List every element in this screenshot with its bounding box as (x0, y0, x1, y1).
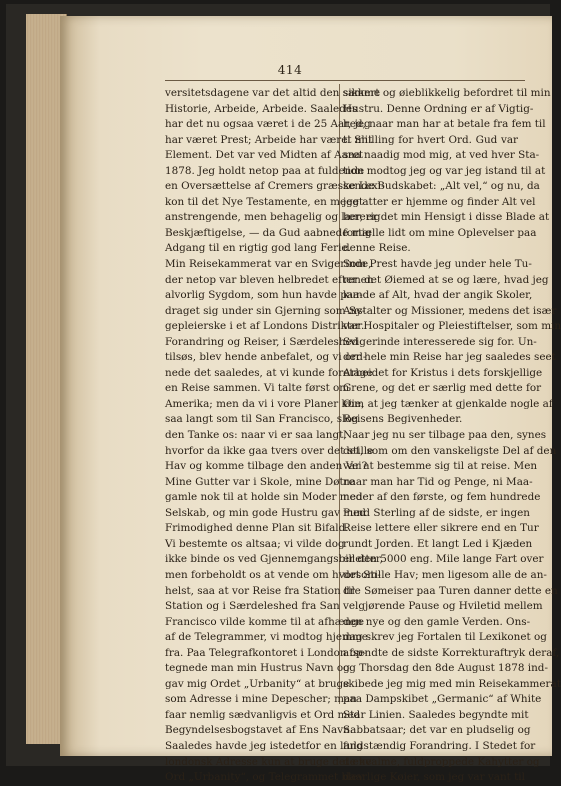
text-line: anstrengende, men behagelig og lærerig (165, 211, 381, 224)
text-line: Station og i Særdeleshed fra San (165, 600, 340, 613)
text-line: nede det saaledes, at vi kunde foretage (165, 366, 373, 379)
text-line: saa naadig mod mig, at ved hver Sta- (343, 149, 540, 162)
text-line: Mine Gutter var i Skole, mine Døtre (165, 475, 355, 488)
text-line: Selskab, og min gode Hustru gav med (165, 506, 366, 519)
text-line: Reisens Begivenheder. (343, 413, 463, 426)
text-line: denne Reise. (343, 242, 411, 255)
text-line: de kvalme, fuldproppede Kahytter og (343, 755, 540, 768)
text-line: her, er det min Hensigt i disse Blade at (343, 211, 550, 224)
text-line: Grene, og det er særlig med dette for (343, 382, 542, 395)
text-line: Adgang til en rigtig god lang Ferie. (165, 242, 351, 255)
text-line: Star Linien. Saaledes begyndte mit (343, 708, 529, 721)
text-line: tion modtog jeg og var jeg istand til at (343, 164, 546, 177)
text-line: fortælle lidt om mine Oplevelser paa (343, 226, 537, 239)
text-line: der hele min Reise har jeg saaledes seet (343, 351, 556, 364)
text-line: Øie, at jeg tænker at gjenkalde nogle af (343, 397, 553, 410)
text-line: Element. Det var ved Midten af Aaret (165, 149, 364, 162)
text-line: Begyndelsesbogstavet af Ens Navn. (165, 724, 354, 737)
text-line: gepleierske i et af Londons Distrikter. (165, 320, 365, 333)
text-line: Sabbatsaar; det var en pludselig og (343, 724, 531, 737)
text-line: paa Dampskibet „Germanic“ af White (343, 693, 542, 706)
text-line: Min Reisekammerat var en Svigerinde, (165, 258, 372, 271)
text-line: den Tanke os: naar vi er saa langt, (165, 429, 347, 442)
text-line: det Stille Hav; men ligesom alle de an- (343, 568, 547, 581)
text-line: har været Prest; Arbeide har været mit (165, 133, 373, 146)
text-line: kunde af Alt, hvad der angik Skoler, (343, 289, 533, 302)
text-line: var at bestemme sig til at reise. Men (343, 460, 538, 473)
text-line: Saaledes havde jeg istedetfor en lang (165, 739, 363, 752)
text-line: versitetsdagene var det altid den samme (165, 87, 381, 99)
text-line: er den 5000 eng. Mile lange Fart over (343, 553, 544, 566)
text-line: dre Sømeiser paa Turen danner dette en (343, 584, 558, 597)
text-line: draget sig under sin Gjerning som Sy- (165, 304, 366, 317)
text-line: Frimodighed denne Plan sit Bifald. (165, 522, 349, 535)
text-line: gav mig Ordet „Urbanity“ at bruge (165, 677, 350, 690)
text-line: saa langt som til San Francisco, slog (165, 413, 359, 426)
text-line: helst, saa at vor Reise fra Station til (165, 584, 355, 597)
text-line: londonsk Adresse kun at bruge det ene (165, 755, 372, 768)
text-line: 1878. Jeg holdt netop paa at fuldende (165, 164, 365, 177)
text-line: tegnede man min Hustrus Navn og (165, 662, 350, 675)
text-line: det, som om den vanskeligste Del af den (343, 444, 557, 457)
text-line: der netop var bleven helbredet efter en (165, 273, 374, 286)
text-line: Naar jeg nu ser tilbage paa den, synes (343, 429, 547, 442)
text-line: ti Shilling for hvert Ord. Gud var (343, 133, 518, 146)
text-line: den nye og den gamle Verden. Ons- (343, 615, 531, 628)
text-line: Amerika; men da vi i vore Planer kom (165, 397, 364, 410)
text-line: Svigerinde interesserede sig for. Un- (343, 335, 537, 348)
text-line: Hustru. Denne Ordning er af Vigtig- (343, 102, 534, 115)
text-line: fuldstændig Forandring. I Stedet for (343, 739, 536, 752)
text-line: jeg atter er hjemme og finder Alt vel (343, 195, 536, 208)
text-line: Vi bestemte os altsaa; vi vilde dog (165, 537, 345, 550)
text-line: rundt Jorden. Et langt Led i Kjæden (343, 537, 533, 550)
text-line: af de Telegrammer, vi modtog hjemme (165, 631, 368, 644)
text-line: kon til det Nye Testamente, en meget (165, 195, 364, 208)
text-line: naar man har Tid og Penge, ni Maa- (343, 475, 533, 488)
text-line: afsendte de sidste Korrekturaftryk deraf, (343, 646, 560, 659)
text-line: hed, naar man har at betale fra fem til (343, 118, 546, 131)
text-line: Pund Sterling af de sidste, er ingen (343, 506, 530, 519)
text-line: Reise lettere eller sikrere end en Tur (343, 522, 539, 535)
text-line: alvorlig Sygdom, som hun havde paa- (165, 289, 363, 302)
text-line: men forbeholdt os at vende om hvorsom- (165, 568, 381, 581)
text-line: daarlige Køier, som jeg var vant til (343, 771, 525, 784)
text-line: gamle nok til at holde sin Moder med (165, 491, 363, 504)
text-line: fra. Paa Telegrafkontoret i London op- (165, 646, 367, 659)
text-line: Francisco vilde komme til at afhænge (165, 615, 365, 628)
text-line: ikke binde os ved Gjennemgangsbilletter, (165, 553, 383, 566)
text-line: Forandring og Reiser, i Særdeleshed (165, 335, 359, 348)
text-line: Arbeidet for Kristus i dets forskjellige (343, 366, 543, 379)
text-line: sende Budskabet: „Alt vel,“ og nu, da (343, 180, 540, 193)
text-line: en Reise sammen. Vi talte først om (165, 382, 350, 395)
text-line: var Hospitaler og Pleiestiftelser, som min (343, 320, 561, 333)
text-line: tilsøs, blev hende anbefalet, og vi ord- (165, 351, 367, 364)
text-line: Som Prest havde jeg under hele Tu- (343, 258, 532, 271)
right-column (343, 86, 561, 786)
page-number: 414 (277, 63, 303, 77)
text-line: neder af den første, og fem hundrede (343, 491, 541, 504)
text-line: Ord „Urbanity“, og Telegrammet blev (165, 771, 364, 784)
text-line: Beskjæftigelse, — da Gud aabnede mig (165, 226, 372, 239)
text-line: sikkert og øieblikkelig befordret til min (343, 87, 551, 99)
text-line: og Thorsdag den 8de August 1878 ind- (343, 662, 548, 675)
text-line: ren det Øiemed at se og lære, hvad jeg (343, 273, 549, 286)
text-line: skibede jeg mig med min Reisekammerat (343, 677, 561, 690)
text-line: har det nu ogsaa været i de 25 Aar, jeg (165, 118, 371, 131)
text-line: dag skrev jeg Fortalen til Lexikonet og (343, 631, 547, 644)
text-line: hvorfor da ikke gaa tvers over det stille (165, 444, 374, 457)
text-line: som Adresse i mine Depescher; man (165, 693, 357, 706)
header-rule (165, 80, 525, 81)
text-line: Historie, Arbeide, Arbeide. Saaledes (165, 102, 358, 115)
text-line: velgjørende Pause og Hviletid mellem (343, 600, 543, 613)
text-line: Hav og komme tilbage den anden Vei? (165, 460, 368, 473)
text-line: en Oversættelse af Cremers græske Lexi- (165, 180, 385, 193)
text-line: Anstalter og Missioner, medens det især (343, 304, 557, 317)
text-line: faar nemlig sædvanligvis et Ord med (165, 708, 361, 721)
